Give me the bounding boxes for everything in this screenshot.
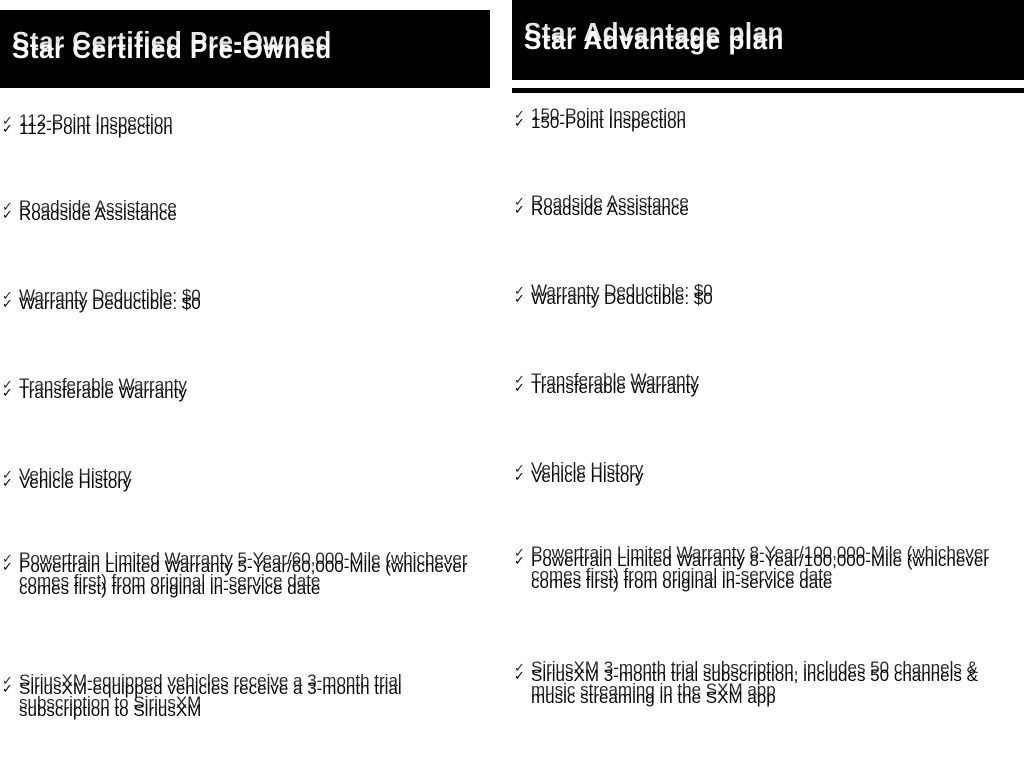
- check-icon: ✓: [514, 202, 525, 217]
- list-item: [512, 466, 1016, 488]
- list-item: [512, 288, 1016, 310]
- check-icon: ✓: [514, 291, 525, 306]
- list-item: [512, 665, 1016, 709]
- check-icon: ✓: [2, 121, 13, 136]
- list-item-label: Roadside Assistance: [531, 200, 689, 219]
- list-item: [0, 472, 482, 494]
- list-item-label: SiriusXM-equipped vehicles receive a 3-month trial subscription to SiriusXM: [19, 679, 402, 720]
- list-item-label: Vehicle History: [531, 467, 644, 486]
- check-icon: ✓: [514, 553, 525, 568]
- check-icon: ✓: [2, 207, 13, 222]
- comparison-column-right: [512, 0, 1024, 768]
- list-item-label: 112-Point Inspection: [19, 119, 173, 138]
- check-icon: ✓: [2, 559, 13, 574]
- list-item: [512, 377, 1016, 399]
- list-item-label: Transferable Warranty: [531, 378, 699, 397]
- header-divider-rule: [512, 88, 1024, 93]
- left-header-bar: [0, 10, 490, 88]
- list-item: [512, 199, 1016, 221]
- list-item: [0, 678, 482, 722]
- comparison-column-left: [0, 0, 490, 768]
- list-item: [0, 293, 482, 315]
- list-item-label: Powertrain Limited Warranty 5-Year/60,000-Mile (whichever comes first) from original in-service date: [19, 557, 468, 598]
- list-item-label: Vehicle History: [19, 473, 132, 492]
- list-item: [0, 556, 482, 600]
- check-icon: ✓: [2, 296, 13, 311]
- list-item: [512, 112, 1016, 134]
- left-column-title: Star Certified Pre-Owned: [12, 33, 332, 64]
- list-item: [0, 382, 482, 404]
- list-item-label: Warranty Deductible: $0: [19, 294, 201, 313]
- list-item: [512, 550, 1016, 594]
- check-icon: ✓: [2, 681, 13, 696]
- check-icon: ✓: [2, 385, 13, 400]
- list-item-label: 150-Point Inspection: [531, 113, 686, 132]
- check-icon: ✓: [514, 469, 525, 484]
- check-icon: ✓: [514, 380, 525, 395]
- check-icon: ✓: [514, 668, 525, 683]
- list-item-label: Powertrain Limited Warranty 8-Year/100,000-Mile (whichever comes first) from original in-service date: [531, 551, 989, 592]
- list-item-label: Transferable Warranty: [19, 383, 187, 402]
- list-item-label: SiriusXM 3-month trial subscription, includes 50 channels & music streaming in the SXM app: [531, 666, 978, 707]
- list-item-label: Warranty Deductible: $0: [531, 289, 713, 308]
- check-icon: ✓: [514, 115, 525, 130]
- list-item: [0, 118, 482, 140]
- check-icon: ✓: [2, 475, 13, 490]
- list-item: [0, 204, 482, 226]
- right-column-title: Star Advantage plan: [524, 24, 784, 55]
- right-header-bar: [512, 0, 1024, 80]
- list-item-label: Roadside Assistance: [19, 205, 177, 224]
